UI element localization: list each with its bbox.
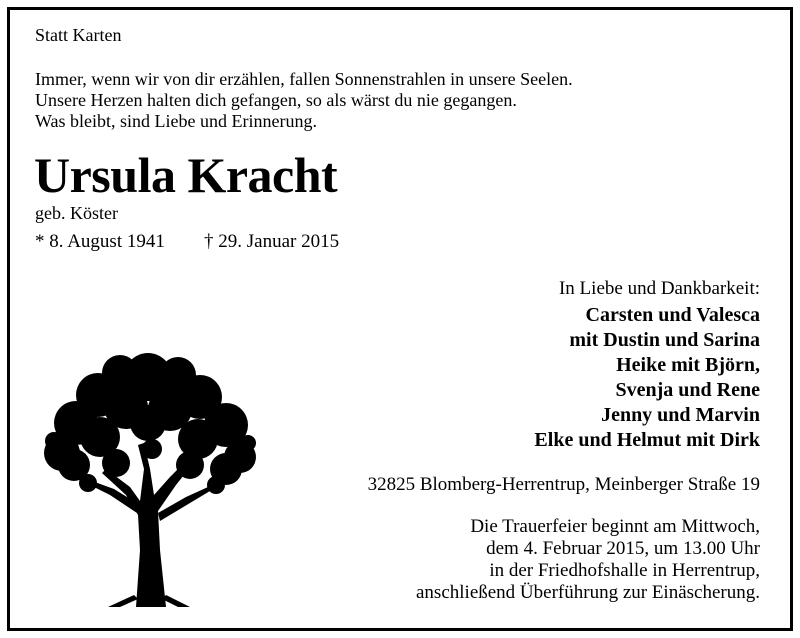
mourner-entry: Svenja und Rene xyxy=(615,379,760,401)
funeral-line: Die Trauerfeier beginnt am Mittwoch, xyxy=(470,516,760,537)
notice-heading: Statt Karten xyxy=(35,25,122,45)
poem-line: Immer, wenn wir von dir erzählen, fallen Sonnenstrahlen in unsere Seelen. xyxy=(35,69,573,89)
mourner-entry: mit Dustin und Sarina xyxy=(569,329,760,351)
funeral-line: in der Friedhofshalle in Herrentrup, xyxy=(489,560,760,581)
birth-date: * 8. August 1941 xyxy=(35,231,165,252)
poem-line: Unsere Herzen halten dich gefangen, so als wärst du nie gegangen. xyxy=(35,90,517,110)
maiden-name: geb. Köster xyxy=(35,203,118,223)
funeral-line: dem 4. Februar 2015, um 13.00 Uhr xyxy=(486,538,760,559)
death-date: † 29. Januar 2015 xyxy=(204,231,340,252)
funeral-info xyxy=(416,516,760,604)
tree-icon xyxy=(40,345,258,607)
memorial-poem xyxy=(35,69,573,132)
deceased-name: Ursula Kracht xyxy=(34,147,338,203)
mourners-list xyxy=(534,303,760,453)
mourner-entry: Heike mit Björn, xyxy=(616,354,760,376)
dedication-line: In Liebe und Dankbarkeit: xyxy=(558,278,760,299)
mourner-entry: Jenny und Marvin xyxy=(601,404,760,426)
family-address: 32825 Blomberg-Herrentrup, Meinberger Straße 19 xyxy=(367,474,760,495)
mourner-entry: Elke und Helmut mit Dirk xyxy=(534,429,760,451)
funeral-line: anschließend Überführung zur Einäscherung. xyxy=(416,582,760,603)
mourner-entry: Carsten und Valesca xyxy=(585,304,760,326)
poem-line: Was bleibt, sind Liebe und Erinnerung. xyxy=(35,111,317,131)
